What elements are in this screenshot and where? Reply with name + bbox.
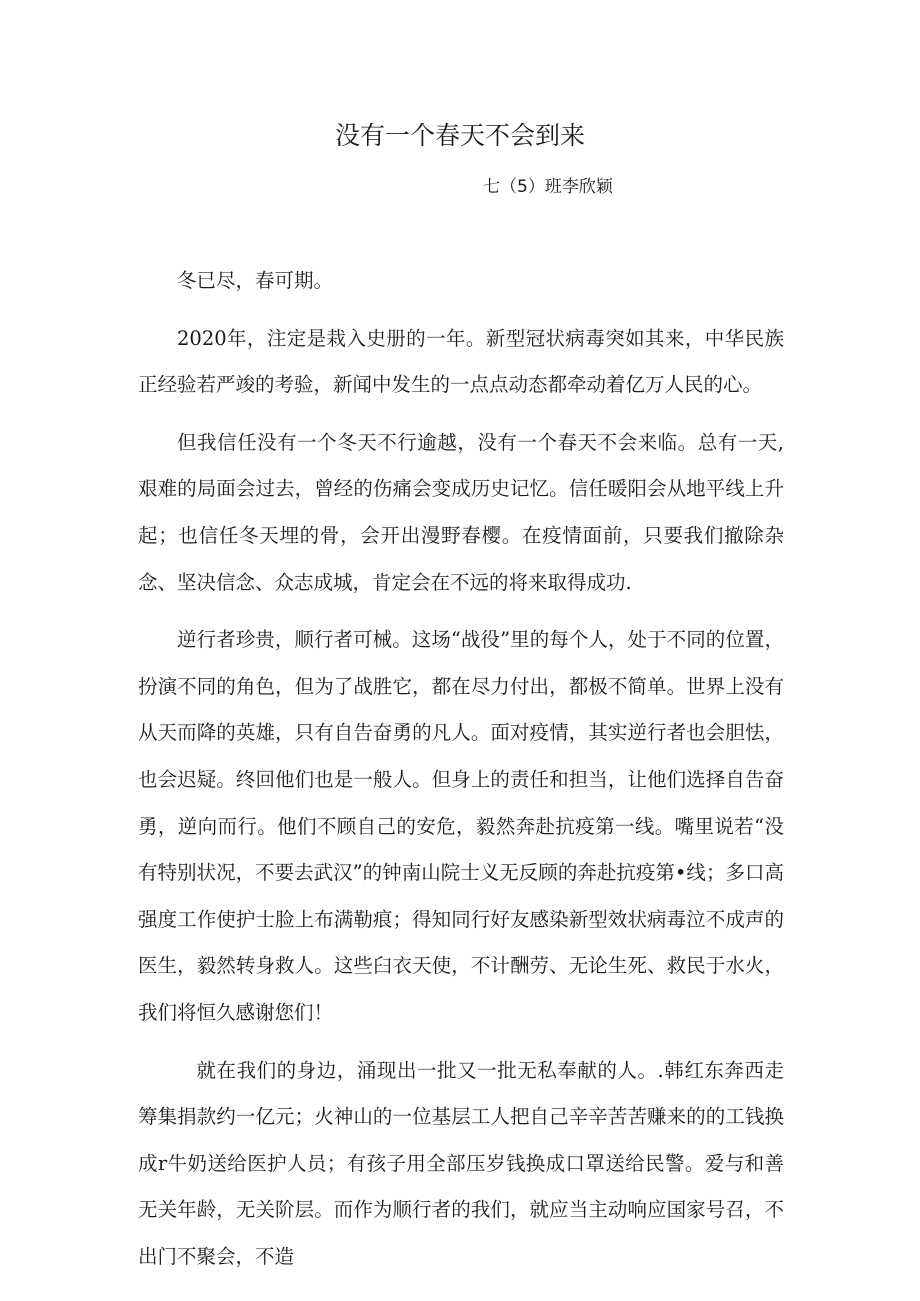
document-title: 没有一个春天不会到来: [334, 121, 585, 150]
paragraph-4: 逆行者珍贵，顺行者可械。这场“战役”里的每个人，处于不同的位置，扮演不同的角色，但为了战胜它，都在尽力付出，都极不简单。世界上没有从天而降的英雄，只有自告奋勇的凡人。面对疫情，其实逆行者也会胆怯，也会迟疑。终回他们也是一般人。但身上的责任和担当，让他们选择自告奋勇，逆向而行。他们不顾自己的安危，毅然奔赴抗疫第一线。嘴里说若“没有特别状况，不要去武汉”的钟南山院士义无反顾的奔赴抗疫第•线；多口高强度工作使护士脸上布满勒痕；得知同行好友感染新型效状病毒泣不成声的医生，毅然转身救人。这些臼衣天使，不计酬劳、无论生死、救民于水火，我们将恒久感谢您们！: [138, 628, 784, 1024]
paragraph-3: 但我信任没有一个冬天不行逾越，没有一个春天不会来临。总有一天,艰难的局面会过去，曾经的伤痛会变成历史记忆。信任暖阳会从地平线上升起；也信任冬天埋的骨，会开出漫野春樱。在疫情面前，只要我们撤除杂念、坚决信念、众志成城，肯定会在不远的将来取得成功.: [138, 430, 784, 594]
paragraph-1: 冬已尽，春可期。: [177, 269, 334, 292]
paragraph-5: 就在我们的身边，涌现出一批又一批无私奉献的人。.韩红东奔西走筹集捐款约一亿元；火神山的一位基层工人把自己辛辛苦苦赚来的的工钱换成r牛奶送给医护人员；有孩子用全部压岁钱换成口罩送给民警。爱与和善无关年龄，无关阶层。而作为顺行者的我们，就应当主动响应国家号召，不出门不聚会，不造: [138, 1058, 784, 1268]
author-byline: 七（5）班李欣颖: [483, 177, 613, 197]
document-body: [138, 258, 784, 1291]
paragraph-2: 2020年，注定是栽入史册的一年。新型冠状病毒突如其来，中华民族正经验若严竣的考验，新闻中发生的一点点动态都牵动着亿万人民的心。: [138, 326, 784, 397]
